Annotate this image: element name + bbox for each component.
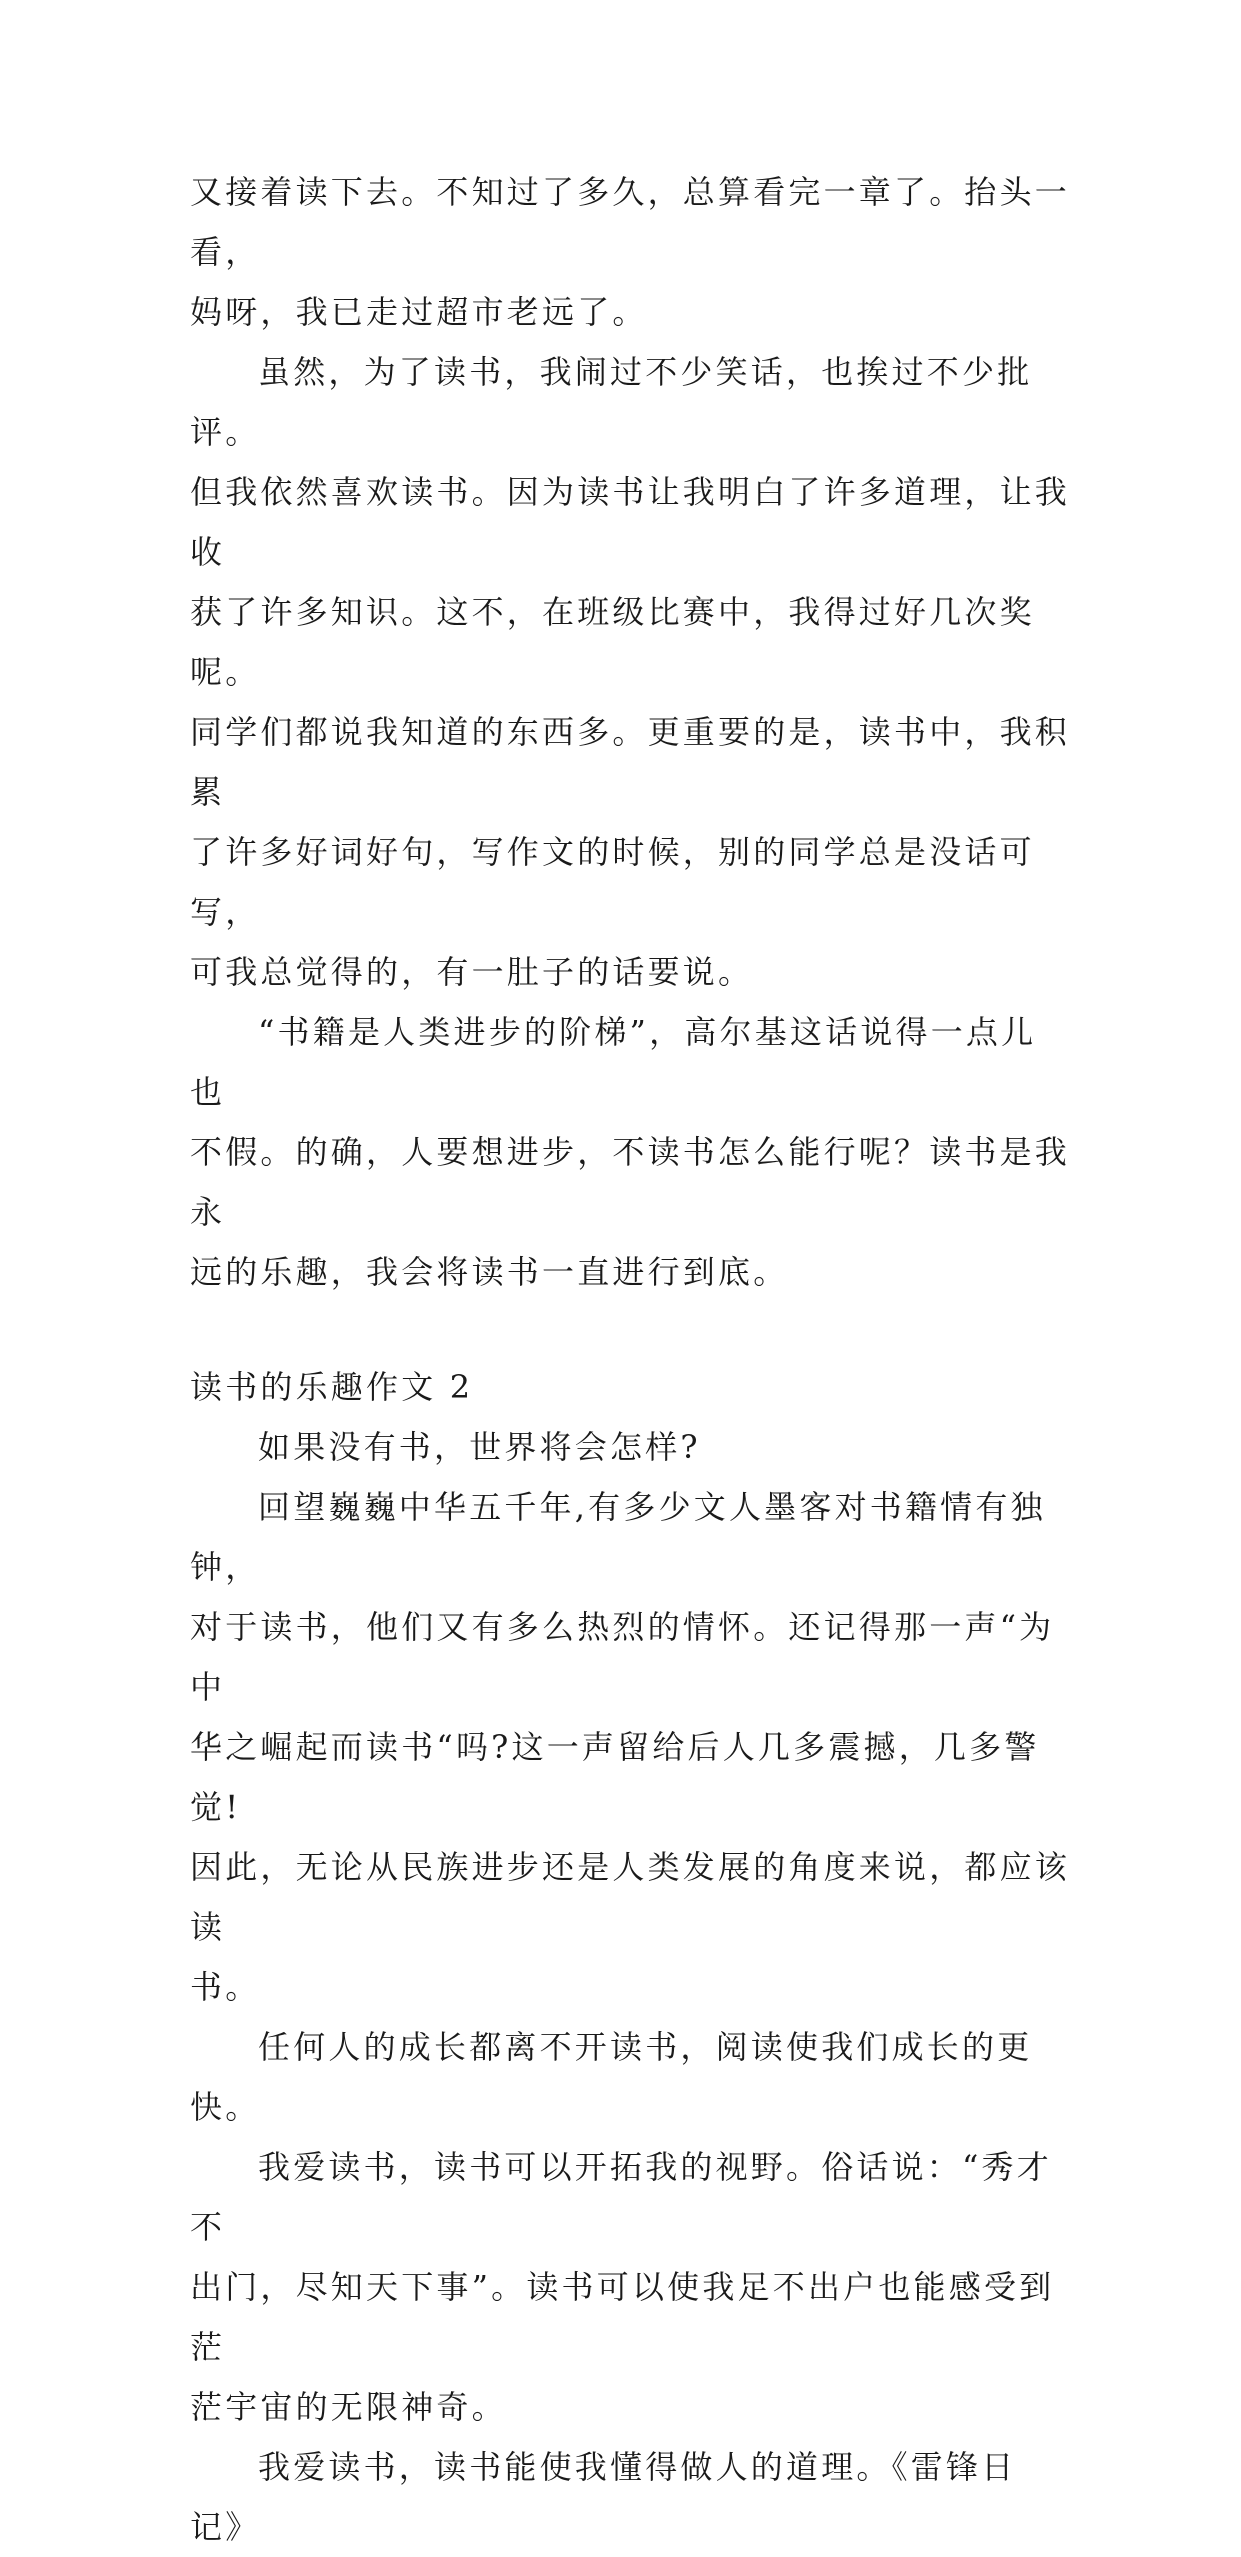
paragraph-principles: 我爱读书，读书能使我懂得做人的道理。《雷锋日记》 xyxy=(190,2448,1017,2546)
section-title: 读书的乐趣作文 2 xyxy=(190,1368,474,1406)
paragraph-reading-benefits: 虽然，为了读书，我闹过不少笑话，也挨过不少批评。 但我依然喜欢读书。因为读书让我明白了许多道理，让我收 获了许多知识。这不，在班级比赛中，我得过好几次奖呢。 同学们都说我知道的东西多。更重要的是，读书中，我积累 了许多好词好句，写作文的时候，别的同学总是没话可写， 可我总觉得的，有一肚子的话要说。 xyxy=(190,353,1071,991)
paragraph-growth: 任何人的成长都离不开读书，阅读使我们成长的更快。 xyxy=(190,2028,1033,2126)
continuation-paragraph: 又接着读下去。不知过了多久，总算看完一章了。抬头一看， 妈呀，我已走过超市老远了。 xyxy=(190,173,1071,331)
paragraph-horizons: 我爱读书，读书可以开拓我的视野。俗话说：“秀才不 出门，尽知天下事”。读书可以使我足不出户也能感受到茫 茫宇宙的无限神奇。 xyxy=(190,2148,1055,2426)
paragraph-chinese-history: 回望巍巍中华五千年,有多少文人墨客对书籍情有独钟， 对于读书，他们又有多么热烈的情怀。还记得那一声“为中 华之崛起而读书“吗?这一声留给后人几多震撼，几多警觉! 因此，无论从民族进步还是人类发展的角度来说，都应该读 书。 xyxy=(190,1488,1071,2006)
paragraph-gorky-quote: “书籍是人类进步的阶梯”，高尔基这话说得一点儿也 不假。的确，人要想进步，不读书怎么能行呢？读书是我永 远的乐趣，我会将读书一直进行到底。 xyxy=(190,1013,1071,1291)
paragraph-without-books: 如果没有书，世界将会怎样? xyxy=(258,1428,701,1466)
document-body xyxy=(190,162,1070,2557)
